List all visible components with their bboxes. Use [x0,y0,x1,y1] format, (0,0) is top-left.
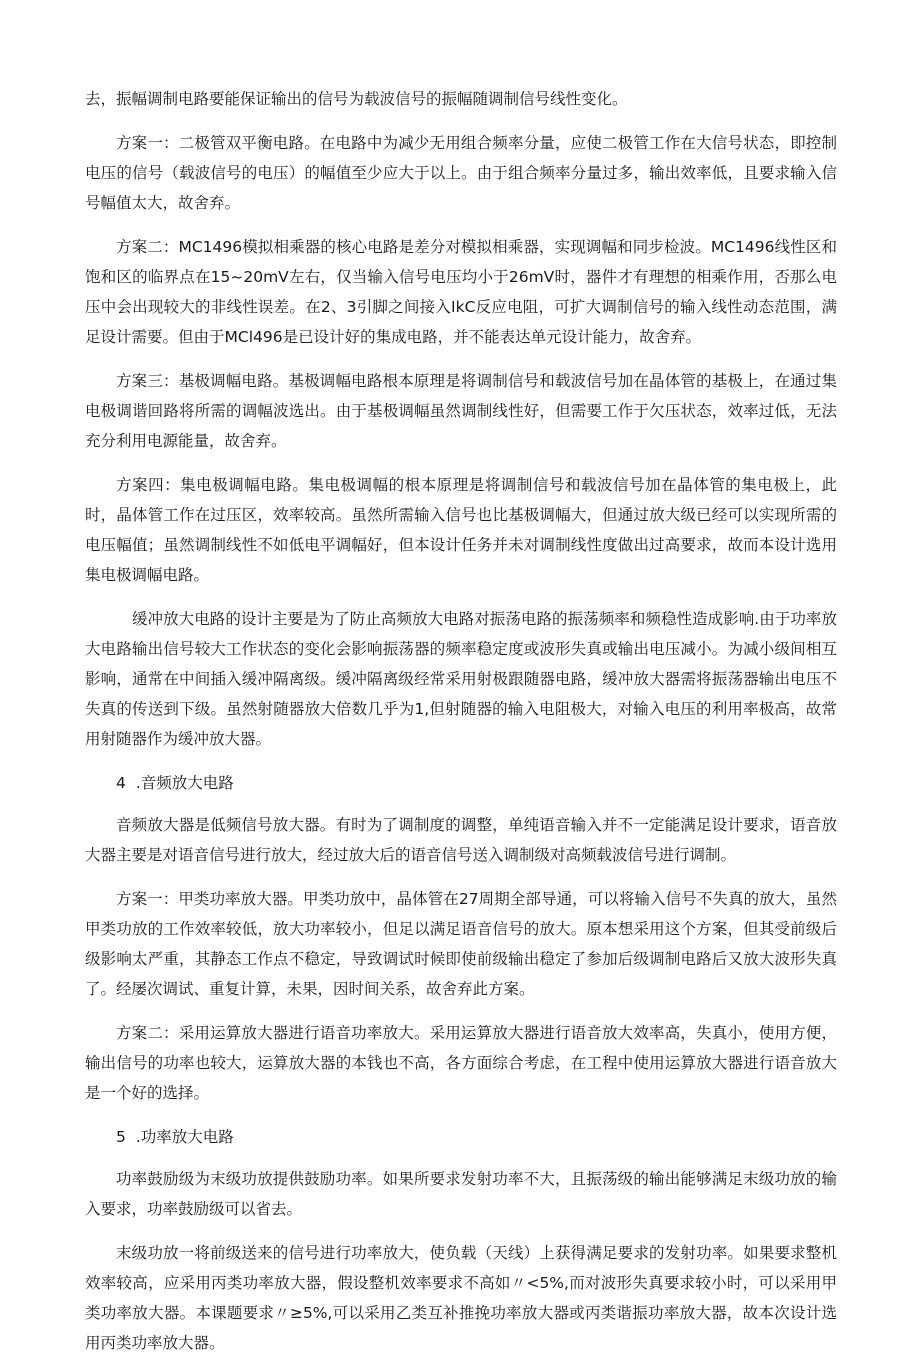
paragraph-audio-scheme-1: 方案一：甲类功率放大器。甲类功放中，晶体管在27周期全部导通，可以将输入信号不失真的放大，虽然甲类功放的工作效率较低，放大功率较小，但足以满足语音信号的放大。原本想采用这个方案，但其受前级后级影响太严重，其静态工作点不稳定，导致调试时候即使前级输出稳定了参加后级调制电路后又放大波形失真了。经屡次调试、重复计算，未果，因时间关系，故舍弃此方案。 [85,890,837,998]
paragraph-buffer-amplifier: 缓冲放大电路的设计主要是为了防止高频放大电路对振荡电路的振荡频率和频稳性造成影响.由于功率放大电路输出信号较大工作状态的变化会影响振荡器的频率稳定度或波形失真或输出电压减小。为减小级间相互影响，通常在中间插入缓冲隔离级。缓冲隔离级经常采用射极跟随器电路，缓冲放大器需将振荡器输出电压不失真的传送到下级。虽然射随器放大倍数几乎为1,但射随器的输入电阻极大，对输入电压的利用率极高，故常用射随器作为缓冲放大器。 [85,610,837,748]
section-title: .功率放大电路 [135,1128,234,1146]
paragraph-audio-scheme-2: 方案二：采用运算放大器进行语音功率放大。采用运算放大器进行语音放大效率高，失真小，使用方便，输出信号的功率也较大，运算放大器的本钱也不高，各方面综合考虑，在工程中使用运算放大器进行语音放大是一个好的选择。 [85,1024,837,1102]
section-number: 4 [116,774,126,792]
section-heading-power-amplifier [85,1122,837,1152]
paragraph-scheme-3-base: 方案三：基极调幅电路。基极调幅电路根本原理是将调制信号和载波信号加在晶体管的基极上，在通过集电极调谐回路将所需的调幅波选出。由于基极调幅虽然调制线性好，但需要工作于欠压状态，效率过低，无法充分利用电源能量，故舍弃。 [85,372,837,450]
section-heading-audio-amplifier [85,768,837,798]
paragraph-scheme-1-diode: 方案一：二极管双平衡电路。在电路中为减少无用组合频率分量，应使二极管工作在大信号状态，即控制电压的信号（载波信号的电压）的幅值至少应大于以上。由于组合频率分量过多，输出效率低，且要求输入信号幅值太大，故舍弃。 [85,134,837,212]
paragraph-power-driver: 功率鼓励级为末级功放提供鼓励功率。如果所要求发射功率不大，且振荡级的输出能够满足末级功放的输入要求，功率鼓励级可以省去。 [85,1170,837,1218]
paragraph-scheme-4-collector: 方案四：集电极调幅电路。集电极调幅的根本原理是将调制信号和载波信号加在晶体管的集电极上，此时，晶体管工作在过压区，效率较高。虽然所需输入信号也比基极调幅大，但通过放大级已经可以实现所需的电压幅值；虽然调制线性不如低电平调幅好，但本设计任务并未对调制线性度做出过高要求，故而本设计选用集电极调幅电路。 [85,476,837,584]
paragraph-scheme-2-mc1496: 方案二：MC1496模拟相乘器的核心电路是差分对模拟相乘器，实现调幅和同步检波。MC1496线性区和饱和区的临界点在15~20mV左右，仅当输入信号电压均小于26mV时，器件才有理想的相乘作用，否那么电压中会出现较大的非线性误差。在2、3引脚之间接入IkC反应电阻，可扩大调制信号的输入线性动态范围，满足设计需要。但由于MCl496是已设计好的集成电路，并不能表达单元设计能力，故舍弃。 [85,238,837,346]
section-number: 5 [116,1128,126,1146]
paragraph-audio-intro: 音频放大器是低频信号放大器。有时为了调制度的调整，单纯语音输入并不一定能满足设计要求，语音放大器主要是对语音信号进行放大，经过放大后的语音信号送入调制级对高频载波信号进行调制。 [85,816,837,864]
document-page [85,84,837,1358]
paragraph-am-requirement: 去，振幅调制电路要能保证输出的信号为载波信号的振幅随调制信号线性变化。 [85,90,628,108]
section-title: .音频放大电路 [135,774,234,792]
paragraph-final-power-amp: 末级功放一将前级送来的信号进行功率放大，使负载（天线）上获得满足要求的发射功率。如果要求整机效率较高，应采用丙类功率放大器，假设整机效率要求不高如〃<5%,而对波形失真要求较小时，可以采用甲类功率放大器。本课题要求〃≥5%,可以采用乙类互补推挽功率放大器或丙类谐振功率放大器，故本次设计选用丙类功率放大器。 [85,1244,837,1352]
